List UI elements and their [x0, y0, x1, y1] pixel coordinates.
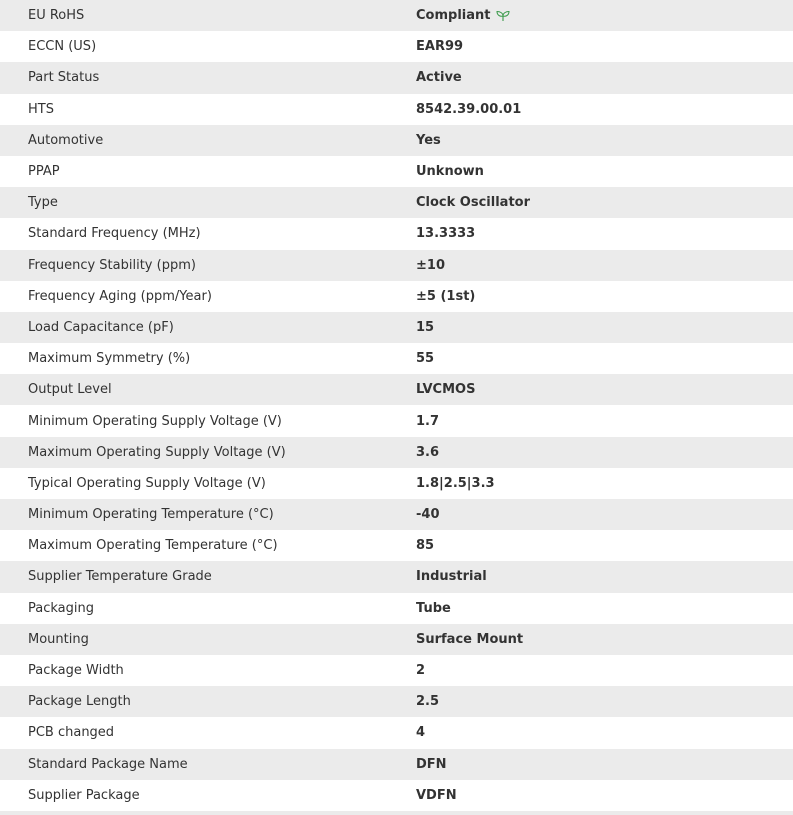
spec-row-hts [0, 94, 793, 125]
spec-value: ±5 (1st) [416, 288, 476, 304]
spec-value: -40 [416, 507, 440, 523]
leaf-icon [496, 10, 510, 22]
spec-label: Mounting [28, 631, 89, 647]
spec-row-min-operating-temperature [0, 499, 793, 530]
spec-label: Part Status [28, 70, 100, 86]
spec-label: ECCN (US) [28, 39, 97, 55]
spec-value: Clock Oscillator [416, 195, 530, 211]
spec-row-pcb-changed [0, 717, 793, 748]
spec-row-maximum-symmetry [0, 343, 793, 374]
spec-label: Typical Operating Supply Voltage (V) [28, 475, 266, 491]
spec-value: 85 [416, 538, 435, 554]
spec-value: EAR99 [416, 39, 464, 55]
spec-value: 8542.39.00.01 [416, 101, 522, 117]
spec-label: EU RoHS [28, 8, 85, 24]
spec-row-supplier-package [0, 780, 793, 811]
spec-row-standard-package-name [0, 749, 793, 780]
spec-label: Maximum Operating Supply Voltage (V) [28, 444, 286, 460]
spec-label: Automotive [28, 132, 104, 148]
spec-label: Load Capacitance (pF) [28, 319, 174, 335]
spec-value: 2.5 [416, 694, 440, 710]
spec-label: Minimum Operating Temperature (°C) [28, 507, 274, 523]
spec-label: Package Length [28, 694, 131, 710]
spec-row-typical-supply-voltage [0, 468, 793, 499]
spec-value-wrapper [416, 8, 793, 23]
spec-row-type [0, 187, 793, 218]
spec-value: Compliant [416, 8, 491, 24]
spec-value: 15 [416, 319, 435, 335]
spec-value: 55 [416, 351, 435, 367]
spec-row-standard-frequency [0, 218, 793, 249]
spec-value: 3.6 [416, 444, 440, 460]
spec-row-max-operating-temperature [0, 530, 793, 561]
spec-row-min-supply-voltage [0, 405, 793, 436]
spec-value: 1.7 [416, 413, 440, 429]
spec-label: Frequency Aging (ppm/Year) [28, 288, 212, 304]
spec-label: Type [28, 195, 58, 211]
spec-value: 1.8|2.5|3.3 [416, 475, 495, 491]
spec-value: 4 [416, 725, 426, 741]
table-bottom-divider [0, 811, 793, 815]
spec-label: Packaging [28, 600, 94, 616]
spec-row-package-length [0, 686, 793, 717]
spec-value: Yes [416, 132, 441, 148]
spec-value: Surface Mount [416, 631, 524, 647]
spec-label: HTS [28, 101, 54, 117]
spec-label: Minimum Operating Supply Voltage (V) [28, 413, 282, 429]
spec-label: PPAP [28, 164, 60, 180]
spec-label: Output Level [28, 382, 112, 398]
spec-value: 13.3333 [416, 226, 476, 242]
spec-row-eu-rohs [0, 0, 793, 31]
spec-row-mounting [0, 624, 793, 655]
spec-value: DFN [416, 756, 447, 772]
spec-row-packaging [0, 593, 793, 624]
spec-value: VDFN [416, 787, 457, 803]
spec-value: Unknown [416, 164, 484, 180]
spec-value: LVCMOS [416, 382, 476, 398]
spec-value: Active [416, 70, 462, 86]
spec-row-max-supply-voltage [0, 437, 793, 468]
spec-row-output-level [0, 374, 793, 405]
spec-row-eccn [0, 31, 793, 62]
spec-label: Supplier Temperature Grade [28, 569, 212, 585]
spec-label: PCB changed [28, 725, 115, 741]
spec-row-ppap [0, 156, 793, 187]
spec-label: Standard Package Name [28, 756, 188, 772]
spec-label: Frequency Stability (ppm) [28, 257, 196, 273]
spec-row-load-capacitance [0, 312, 793, 343]
spec-row-frequency-aging [0, 281, 793, 312]
spec-label: Package Width [28, 663, 124, 679]
spec-label: Standard Frequency (MHz) [28, 226, 201, 242]
spec-label: Maximum Operating Temperature (°C) [28, 538, 278, 554]
spec-value: 2 [416, 663, 426, 679]
spec-row-automotive [0, 125, 793, 156]
spec-label: Maximum Symmetry (%) [28, 351, 191, 367]
spec-value: Tube [416, 600, 451, 616]
spec-label: Supplier Package [28, 787, 140, 803]
spec-value: Industrial [416, 569, 487, 585]
spec-value: ±10 [416, 257, 445, 273]
spec-row-part-status [0, 62, 793, 93]
spec-row-package-width [0, 655, 793, 686]
spec-row-temperature-grade [0, 561, 793, 592]
spec-row-frequency-stability [0, 250, 793, 281]
